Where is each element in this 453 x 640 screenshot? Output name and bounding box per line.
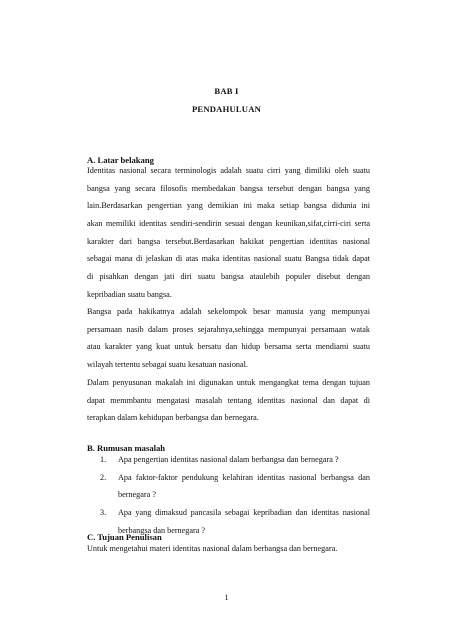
paragraph-latar-belakang-3	[87, 374, 370, 427]
text-line: wilayah tertentu sebagai suatu kesatuan nasional.	[87, 360, 248, 370]
text-line: akan memiliki identitas sendiri-sendirin sesuai dengan keunikan,sifat,cirri-ciri serta	[87, 219, 370, 229]
text-line: atau karakter yang kuat untuk bersatu dan hidup bersama serta mendiami suatu	[87, 342, 370, 352]
text-line: lain.Berdasarkan pengertian yang demikian ini maka setiap bangsa didunia ini	[87, 201, 370, 211]
text-line: berbangsa dan bernegara ?	[118, 525, 206, 535]
section-heading-rumusan-masalah: B. Rumusan masalah	[87, 443, 166, 453]
paragraph-latar-belakang-2	[87, 303, 370, 374]
page-number: 1	[224, 593, 229, 602]
list-number: 2.	[100, 472, 107, 482]
text-line: di pisahkan dengan jati diri suatu bangsa ataulebih populer disebut dengan	[87, 272, 370, 282]
text-line: Apa yang dimaksud pancasila sebagai kepribadian dan identitas nasional	[118, 508, 370, 518]
paragraph-latar-belakang-1	[87, 162, 370, 304]
rumusan-masalah-list	[87, 451, 370, 539]
section-heading-tujuan-penulisan: C. Tujuan Penulisan	[87, 532, 162, 542]
text-line: terapkan dalam kehidupan berbangsa dan bernegara.	[87, 413, 259, 423]
list-number: 1.	[100, 455, 107, 464]
chapter-number: BAB I	[214, 86, 239, 96]
paragraph-tujuan-penulisan	[87, 540, 370, 558]
text-line: sebagai mana di jelaskan di atas maka identitas nasional suatu Bangsa tidak dapat	[87, 254, 370, 264]
chapter-title: PENDAHULUAN	[191, 104, 262, 114]
text-line: Dalam penyusunan makalah ini digunakan untuk mengangkat tema dengan tujuan	[87, 378, 370, 387]
text-line: bangsa yang secara filosofis membedakan bangsa tersebut dengan bangsa yang	[87, 183, 370, 193]
section-heading-latar-belakang: A. Latar belakang	[87, 155, 154, 165]
text-line: Apa faktor-faktor pendukung kelahiran identitas nasional berbangsa dan	[118, 472, 370, 482]
text-line: Bangsa pada hakikatnya adalah sekelompok besar manusia yang mempunyai	[87, 307, 370, 316]
text-line: Untuk mengetahui materi identitas nasional dalam berbangsa dan bernegara.	[87, 544, 338, 553]
text-line: kepribadian suatu bangsa.	[87, 289, 172, 299]
list-item	[87, 451, 370, 469]
text-line: dapat memmbantu mengatasi masalah tentang identitas nasional dan dapat di	[87, 395, 370, 405]
text-line: Apa pengertian identitas nasional dalam berbangsa dan bernegara ?	[118, 455, 339, 464]
text-line: karakter dari bangsa tersebut.Berdasarkan hakikat pengertian identitas nasional	[87, 236, 370, 246]
list-number: 3.	[100, 508, 107, 518]
text-line: Identitas nasional secara terminologis adalah suatu cirri yang dimiliki oleh suatu	[87, 166, 370, 175]
text-line: persamaan nasib dalam proses sejarahnya,sehingga mempunyai persamaan watak	[87, 324, 370, 334]
list-item	[87, 469, 370, 504]
text-line: bernegara ?	[118, 490, 156, 500]
